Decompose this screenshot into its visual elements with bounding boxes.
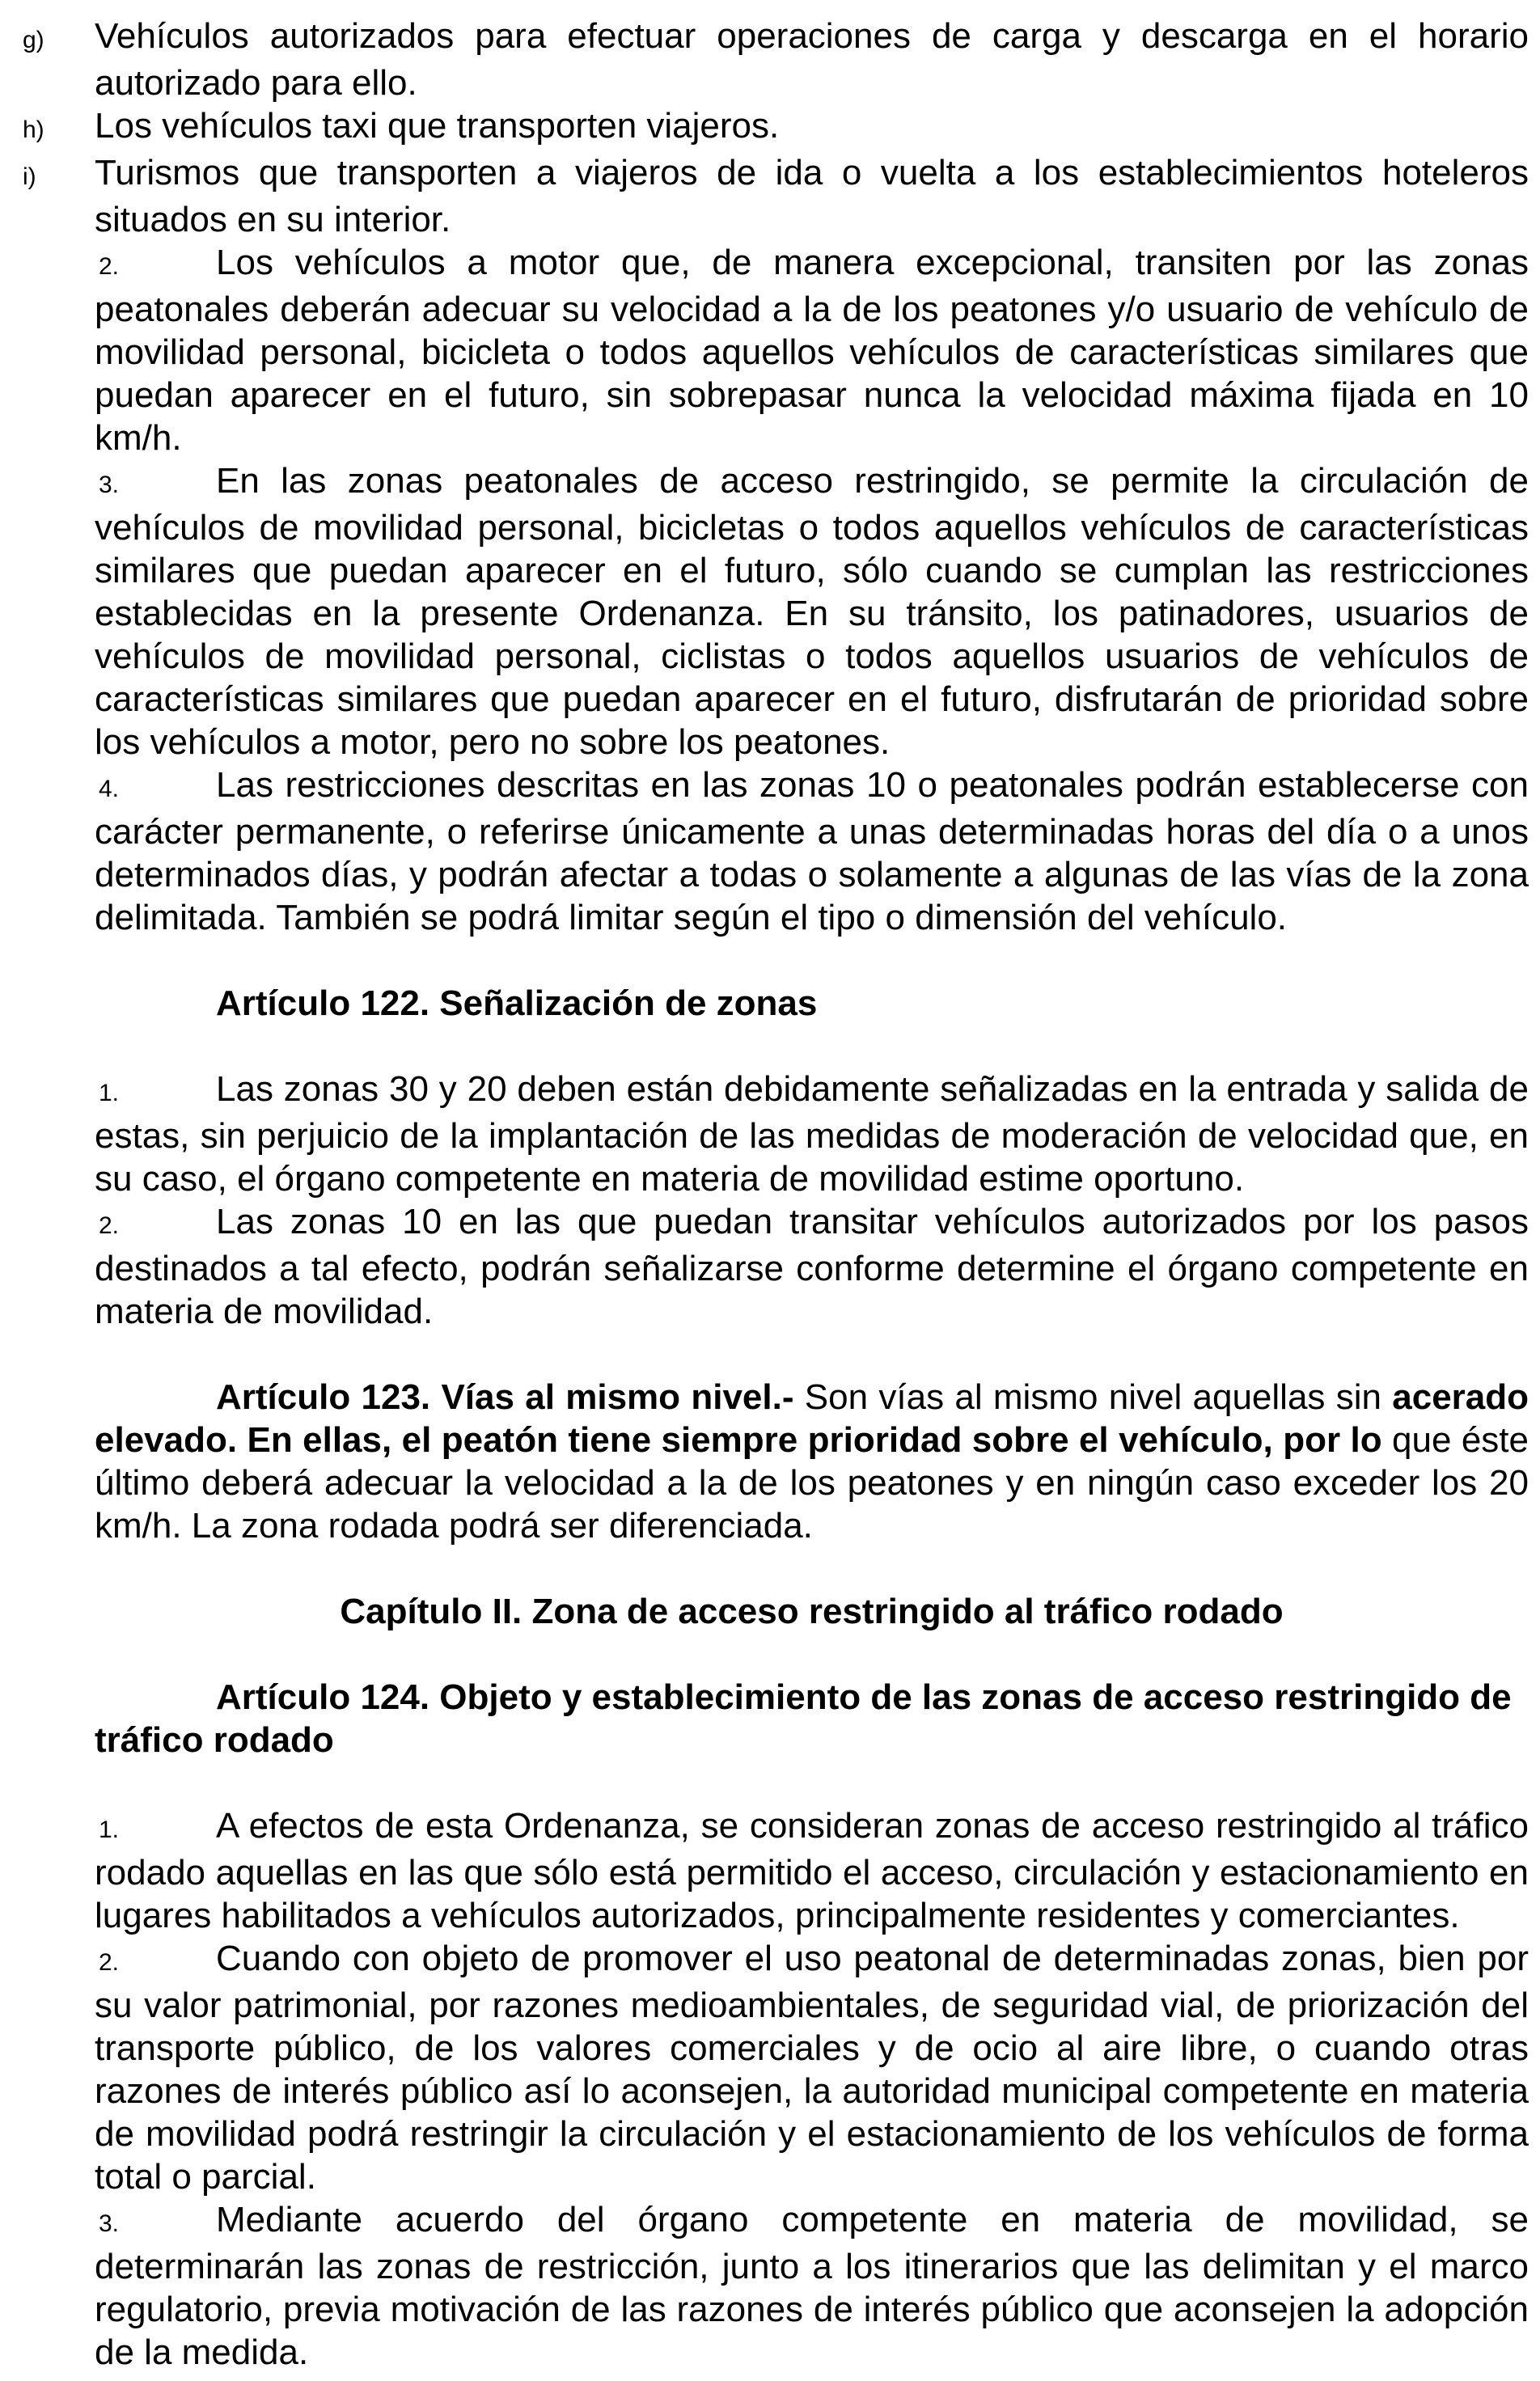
document-text — [23, 15, 1529, 2374]
paragraph-marker: 2. — [99, 1212, 120, 1239]
numbered-paragraph-4 — [95, 763, 1529, 939]
paragraph-marker: 3. — [99, 2210, 120, 2237]
spacer — [95, 1761, 1529, 1804]
article-124-item-2 — [95, 1937, 1529, 2198]
list-item-text: Vehículos autorizados para efectuar operaciones de carga y descarga en el horario autorizado para ello. — [95, 16, 1529, 103]
article-124-item-1 — [95, 1804, 1529, 1937]
paragraph-marker: 3. — [99, 472, 120, 498]
list-item-text: Turismos que transporten a viajeros de ida o vuelta a los establecimientos hoteleros situados en su interior. — [95, 153, 1529, 239]
paragraph-marker: 2. — [99, 253, 120, 280]
list-item-g — [23, 15, 1529, 104]
article-123-heading-run: Artículo 123. Vías al mismo nivel.- — [216, 1377, 794, 1417]
list-item-i — [23, 151, 1529, 241]
list-item-text: Los vehículos taxi que transporten viajeros. — [95, 106, 780, 146]
text-run: Son vías al mismo nivel aquellas sin — [793, 1377, 1381, 1417]
paragraph-marker: 1. — [99, 1080, 120, 1106]
numbered-paragraph-3 — [95, 459, 1529, 763]
paragraph-text: Las restricciones descritas en las zonas 10 o peatonales podrán establecerse con carácter permanente, o referirse únicamente a unas determinadas horas del día o a unos determinados días, y podrán afectar a todas o solamente a algunas de las vías de la zona delimitada. También se podrá limitar según el tipo o dimensión del vehículo. — [95, 765, 1529, 937]
paragraph-text: Mediante acuerdo del órgano competente en materia de movilidad, se determinarán las zonas de restricción, junto a los itinerarios que las delimitan y el marco regulatorio, previa motivación de las razones de interés público que aconsejen la adopción de la medida. — [95, 2200, 1529, 2372]
paragraph-text: Las zonas 30 y 20 deben están debidamente señalizadas en la entrada y salida de estas, sin perjuicio de la implantación de las medidas de moderación de velocidad que, en su caso, el órgano competente en materia de movilidad estime oportuno. — [95, 1069, 1529, 1199]
paragraph-marker: 4. — [99, 776, 120, 802]
paragraph-marker: 1. — [99, 1816, 120, 1843]
article-124-item-3 — [95, 2198, 1529, 2374]
list-item-marker: h) — [23, 116, 44, 143]
paragraph-text: Las zonas 10 en las que puedan transitar vehículos autorizados por los pasos destinados a tal efecto, podrán señalizarse conforme determine el órgano competente en materia de movilidad. — [95, 1202, 1529, 1331]
article-122-item-1 — [95, 1068, 1529, 1200]
spacer — [95, 939, 1529, 982]
paragraph-text: En las zonas peatonales de acceso restringido, se permite la circulación de vehículos de movilidad personal, bicicletas o todos aquellos vehículos de características similares que puedan aparecer en el futuro, sólo cuando se cumplan las restricciones establecidas en la presente Ordenanza. En su tránsito, los patinadores, usuarios de vehículos de movilidad personal, ciclistas o todos aquellos usuarios de vehículos de características similares que puedan aparecer en el futuro, disfrutarán de prioridad sobre los vehículos a motor, pero no sobre los peatones. — [95, 461, 1529, 762]
list-item-marker: i) — [23, 163, 36, 190]
chapter-2-heading: Capítulo II. Zona de acceso restringido al tráfico rodado — [340, 1592, 1284, 1631]
spacer — [95, 1333, 1529, 1376]
article-122-heading: Artículo 122. Señalización de zonas — [216, 983, 818, 1023]
text-run: que éste último deberá adecuar la velocidad a la de los peatones y en ningún caso exceder los 20 km/h. La zona rodada podrá ser diferenciada. — [95, 1420, 1529, 1546]
article-122-item-2 — [95, 1200, 1529, 1333]
bold-run: acerado elevado. En ellas, el peatón tiene siempre prioridad sobre el vehículo, por lo — [95, 1377, 1529, 1460]
spacer — [95, 1633, 1529, 1676]
article-123-paragraph — [95, 1376, 1529, 1547]
paragraph-text: A efectos de esta Ordenanza, se consideran zonas de acceso restringido al tráfico rodado aquellas en las que sólo está permitido el acceso, circulación y estacionamiento en lugares habilitados a vehículos autorizados, principalmente residentes y comerciantes. — [95, 1806, 1529, 1935]
paragraph-text: Cuando con objeto de promover el uso peatonal de determinadas zonas, bien por su valor patrimonial, por razones medioambientales, de seguridad vial, de priorización del transporte público, de los valores comerciales y de ocio al aire libre, o cuando otras razones de interés público así lo aconsejen, la autoridad municipal competente en materia de movilidad podrá restringir la circulación y el estacionamiento de los vehículos de forma total o parcial. — [95, 1939, 1529, 2197]
spacer — [95, 1025, 1529, 1068]
paragraph-marker: 2. — [99, 1949, 120, 1976]
spacer — [95, 1547, 1529, 1590]
article-124-heading: Artículo 124. Objeto y establecimiento de las zonas de acceso restringido de tráfico rodado — [95, 1677, 1512, 1760]
list-item-marker: g) — [23, 27, 44, 53]
numbered-paragraph-2 — [95, 241, 1529, 459]
paragraph-text: Los vehículos a motor que, de manera excepcional, transiten por las zonas peatonales deberán adecuar su velocidad a la de los peatones y/o usuario de vehículo de movilidad personal, bicicleta o todos aquellos vehículos de características similares que puedan aparecer en el futuro, sin sobrepasar nunca la velocidad máxima fijada en 10 km/h. — [95, 243, 1529, 458]
list-item-h — [23, 104, 1529, 151]
